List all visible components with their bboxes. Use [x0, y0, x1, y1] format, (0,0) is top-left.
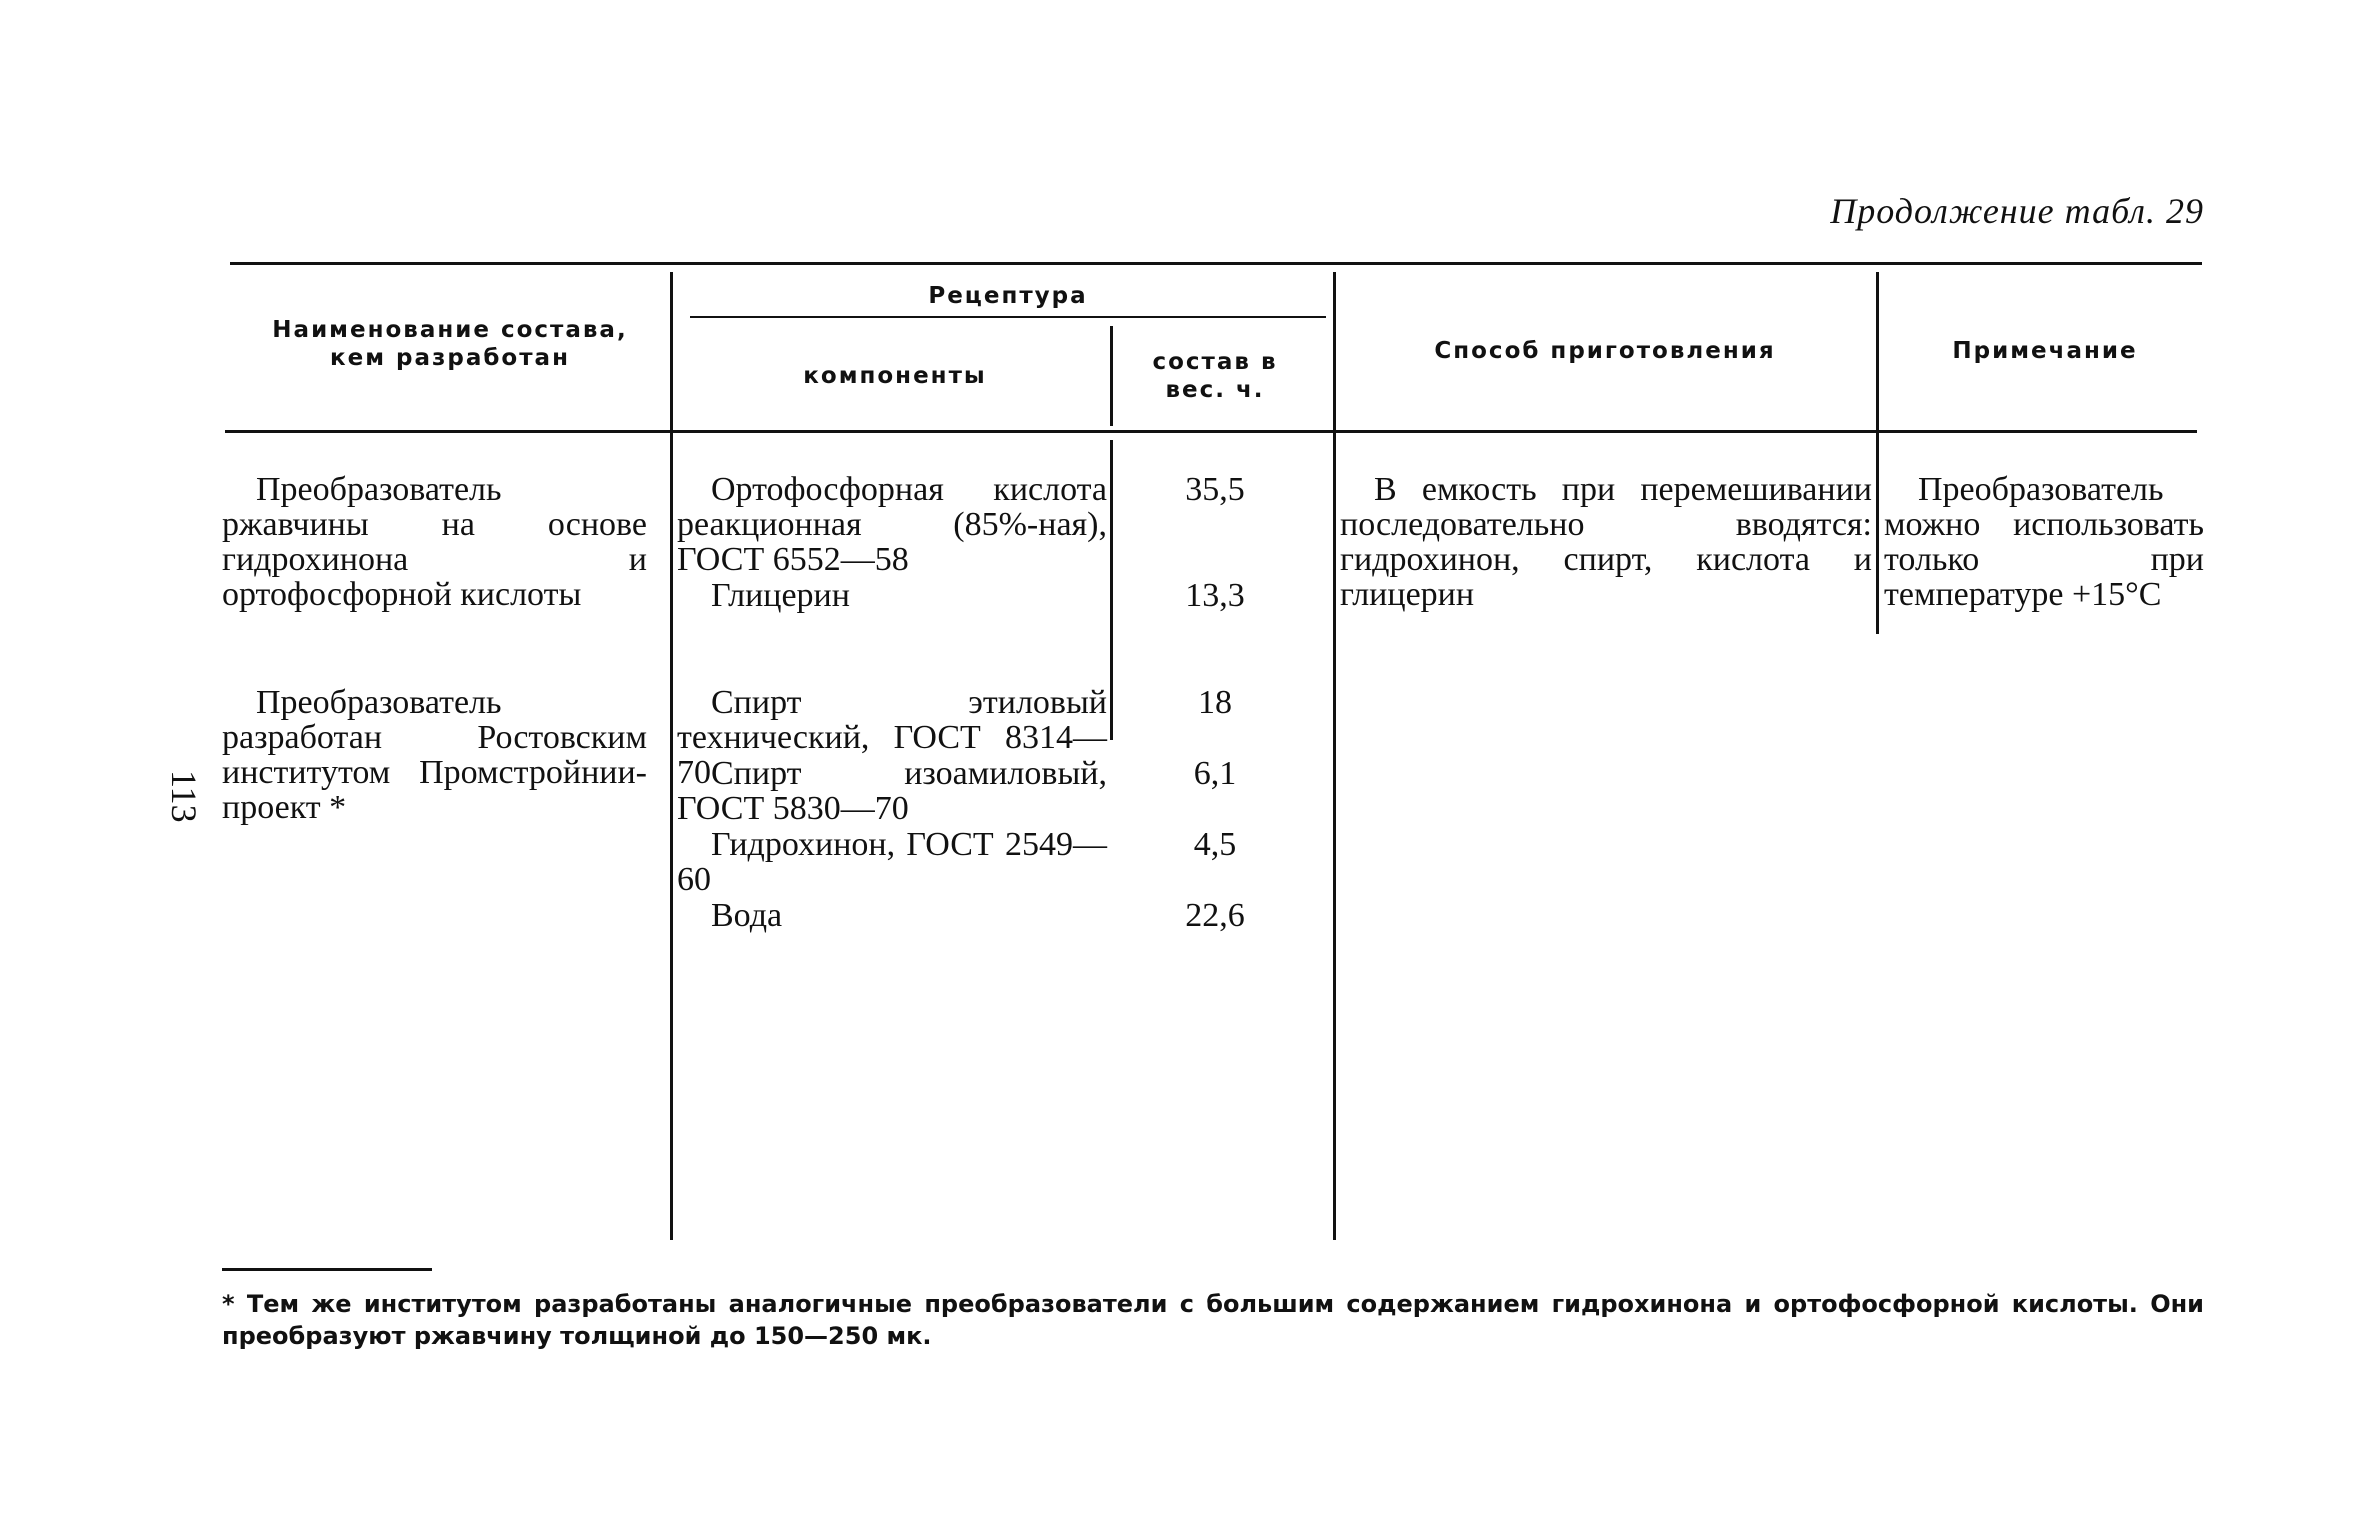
footnote-rule [222, 1268, 432, 1271]
row2-value-4: 22,6 [1185, 897, 1245, 934]
row1-value-2: 13,3 [1185, 577, 1245, 614]
row1-note: Преобразователь можно использовать только при температуре +15°C [1884, 471, 2204, 613]
row2-component-1: Спирт этиловый технический, ГОСТ 8314—70 [677, 684, 1107, 791]
header-method: Способ приготовления [1434, 338, 1776, 364]
page-number: 113 [164, 770, 204, 823]
row1-value-1: 35,5 [1185, 471, 1245, 508]
row2-value-3: 4,5 [1193, 826, 1237, 863]
header-name: Наименование состава, кем разработан [272, 317, 628, 371]
row2-component-3: Гидрохинон, ГОСТ 2549—60 [677, 826, 1107, 898]
column-divider-1 [670, 272, 673, 1240]
row1-method: В емкость при перемешивании последовательно вводятся: гидрохинон, спирт, кислота и глицерин [1340, 471, 1872, 613]
footnote: * Тем же институтом разработаны аналогичные преобразователи с большим содержанием гидрохинона и ортофосфорной кислоты. Они преобразуют ржавчину толщиной до 150—250 мк. [222, 1290, 2204, 1350]
table-top-rule [230, 262, 2202, 265]
row1-name: Преобразователь ржавчины на основе гидрохинона и ортофосфорной кислоты [222, 471, 647, 613]
column-divider-3 [1333, 272, 1336, 1240]
row2-component-2: Спирт изоамиловый, ГОСТ 5830—70 [677, 755, 1107, 827]
header-composition: состав в вес. ч. [1152, 349, 1278, 403]
column-divider-2-body [1110, 440, 1113, 740]
header-components: компоненты [803, 363, 987, 389]
row2-value-1: 18 [1198, 684, 1232, 721]
row2-component-4: Вода [711, 897, 783, 934]
row2-name: Преобразователь разработан Ростовским институтом Промстройнии-проект * [222, 684, 647, 826]
header-note: Примечание [1952, 338, 2138, 364]
header-recipe: Рецептура [928, 283, 1088, 309]
column-divider-2 [1110, 326, 1113, 426]
row1-component-2: Глицерин [711, 577, 850, 614]
recipe-header-rule [690, 316, 1326, 318]
header-bottom-rule [225, 430, 2197, 433]
row1-component-1: Ортофосфорная кислота реакционная (85%-ная), ГОСТ 6552—58 [677, 471, 1107, 578]
column-divider-4 [1876, 272, 1879, 634]
row2-value-2: 6,1 [1193, 755, 1237, 792]
table-caption: Продолжение табл. 29 [1830, 191, 2204, 231]
